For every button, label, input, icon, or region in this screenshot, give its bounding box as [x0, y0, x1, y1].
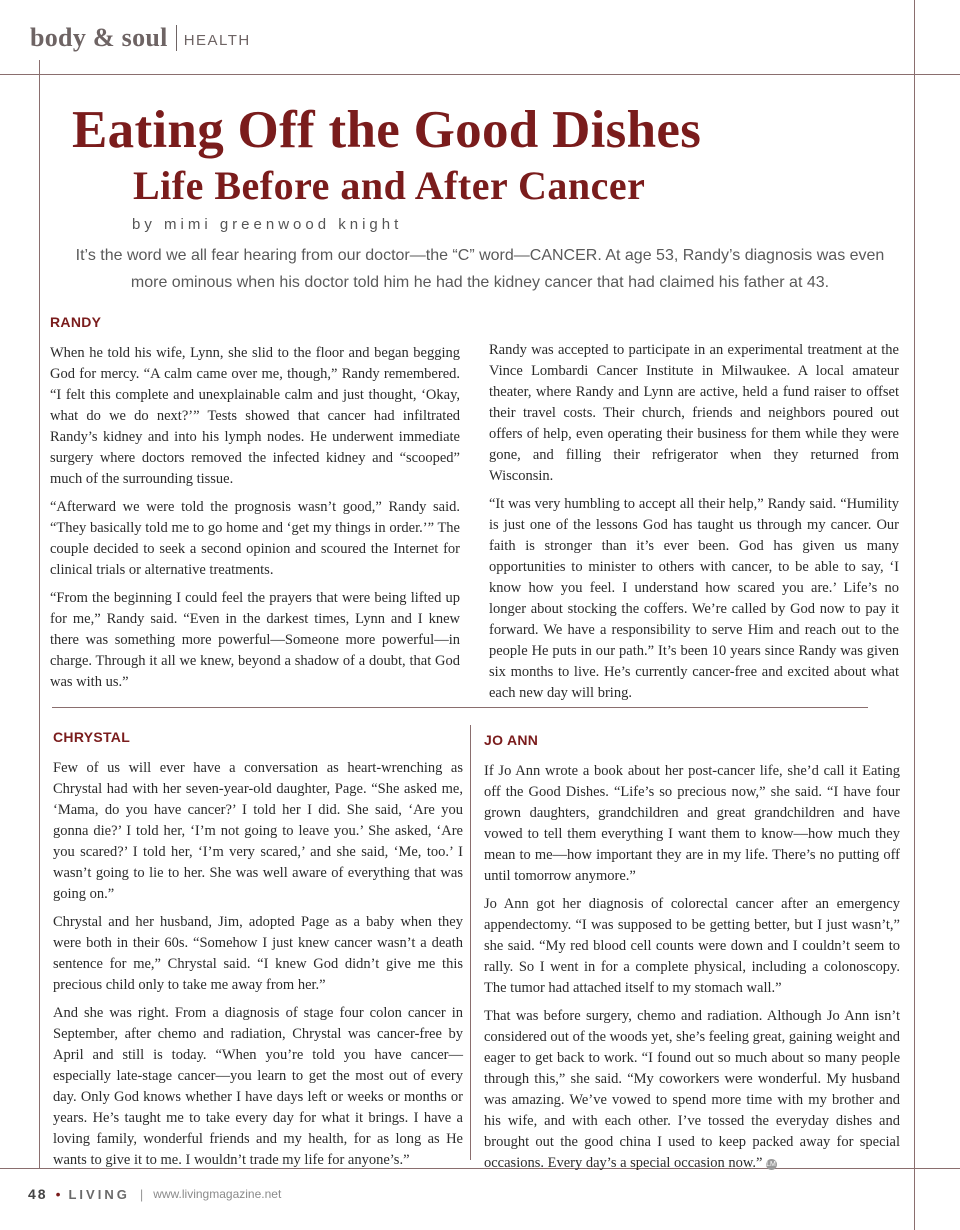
section-header [30, 22, 251, 54]
magazine-name: LIVING [68, 1186, 130, 1202]
randy-paragraph: “It was very humbling to accept all their help,” Randy said. “Humility is just one of the lessons God has taught us through my cancer. Our faith is stronger than it’s ever been. God has given us many opportunities to minister to others with cancer, to be able to say, ‘I know how you feel. I understand how scared you are.’ Life’s no longer about stocking the coffers. We’re called by God now to pay it forward. We have a responsibility to serve Him and reach out to the people He puts in our path.” It’s been 10 years since Randy was given six months to live. He’s currently cancer-free and excited about what each new day will bring. [489, 496, 899, 701]
randy-paragraph: When he told his wife, Lynn, she slid to the floor and began begging God for mercy. “A calm came over me, though,” Randy remembered. “I felt this complete and unexplainable calm and just thought, ‘Okay, what do we do next?’” Tests showed that cancer had infiltrated Randy’s kidney and into his lymph nodes. He underwent immediate surgery where doctors removed the infected kidney and “scooped” much of the surrounding tissue. [50, 345, 460, 487]
article-byline: by mimi greenwood knight [132, 216, 403, 233]
article-subtitle: Life Before and After Cancer [133, 163, 646, 208]
joann-paragraph: If Jo Ann wrote a book about her post-cancer life, she’d call it Eating off the Good Dishes. “Life’s so precious now,” she said. “I have four grown daughters, grandchildren and great grandchildren and have vowed to tell them everything I want them to know—how much they mean to me—how important they are in my life. There’s no putting off until tomorrow anymore.” [484, 763, 900, 884]
chrystal-paragraph: And she was right. From a diagnosis of stage four colon cancer in September, after chemo and radiation, Chrystal was cancer-free by April and still is today. “When you’re told you have cancer—especially late-stage cancer—you learn to get the most out of every day. Only God knows whether I have days left or weeks or months or years. He’s taught me to take every day for what it brings. I have a loving family, wonderful friends and my health, for as long as He wants to give it to me. I wouldn’t trade my life for anyone’s.” [53, 1005, 463, 1168]
footer-separator: | [139, 1186, 144, 1202]
joann-column [484, 730, 900, 1181]
section-heading-chrystal: CHRYSTAL [53, 729, 131, 745]
page-footer [28, 1186, 281, 1202]
randy-paragraph: “Afterward we were told the prognosis wasn’t good,” Randy said. “They basically told me to go home and ‘get my things in order.’” The couple decided to seek a second opinion and scoured the Internet for clinical trials or alternative treatments. [50, 499, 460, 578]
end-mark-icon: LM [766, 1161, 776, 1168]
right-frame-rule [914, 0, 915, 1230]
left-frame-rule [39, 60, 40, 1168]
page-number: 48 [28, 1186, 48, 1202]
article-intro: It’s the word we all fear hearing from our doctor—the “C” word—CANCER. At age 53, Randy’s diagnosis was even more ominous when his doctor told him he had the kidney cancer that had claimed his father at 43. [75, 247, 885, 291]
section-divider-rule [52, 707, 868, 708]
section-heading-joann: JO ANN [484, 732, 539, 748]
randy-paragraph: “From the beginning I could feel the prayers that were being lifted up for me,” Randy said. “Even in the darkest times, Lynn and I knew there was something more powerful—Someone more powerful—in charge. Through it all we knew, beyond a shadow of a doubt, that God was with us.” [50, 590, 460, 690]
joann-closing-text: That was before surgery, chemo and radiation. Although Jo Ann isn’t considered out of the woods yet, she’s feeling great, gaining weight and eager to get back to work. “I found out so much about so many people through this,” she said. “My coworkers were wonderful. My husband was amazing. We’ve vowed to spend more time with my brother and his wife, and with each other. I’ve tossed the everyday dishes and brought out the good china I used to keep packed away for special occasions. Every day’s a special occasion now.” [484, 1008, 900, 1171]
randy-paragraph: Randy was accepted to participate in an experimental treatment at the Vince Lombardi Cancer Institute in Milwaukee. A local amateur theater, where Randy and Lynn are active, held a fund raiser to offset their travel costs. Their church, friends and neighbors poured out offers of help, even operating their business for them while they were gone, and filling their refrigerator when they returned from Wisconsin. [489, 342, 899, 484]
randy-column [50, 312, 460, 700]
section-subtitle: HEALTH [183, 32, 251, 49]
section-heading-randy: RANDY [50, 314, 102, 330]
chrystal-column [53, 727, 463, 1178]
column-divider-rule [470, 725, 471, 1160]
chrystal-paragraph: Few of us will ever have a conversation as heart-wrenching as Chrystal had with her seven-year-old daughter, Page. “She asked me, ‘Mama, do you have cancer?’ I told her I did. She said, ‘Are you gonna die?’ I told her, ‘I’m not going to leave you.’ She asked, ‘Are you scared?’ I told her, ‘I’m very scared,’ and she said, ‘Me, too.’ I wasn’t going to lie to her. She was well aware of everything that was going on.” [53, 760, 463, 902]
randy-continued-column [489, 340, 899, 711]
website-link[interactable]: www.livingmagazine.net [153, 1187, 282, 1201]
footer-bullet: • [55, 1186, 61, 1202]
joann-paragraph: Jo Ann got her diagnosis of colorectal cancer after an emergency appendectomy. “I was supposed to be getting better, but I just wasn’t,” she said. “My red blood cell counts were down and I couldn’t seem to rally. So I went in for a complete physical, including a colonoscopy. The tumor had attached itself to my stomach wall.” [484, 896, 900, 996]
section-divider [176, 25, 177, 51]
section-name: body & soul [30, 23, 168, 52]
header-rule [0, 74, 960, 75]
chrystal-paragraph: Chrystal and her husband, Jim, adopted Page as a baby when they were both in their 60s. “Somehow I just knew cancer wasn’t a death sentence for me,” Chrystal said. “I knew God didn’t give me this precious child only to take me away from her.” [53, 914, 463, 993]
joann-paragraph [484, 1006, 900, 1174]
article-title: Eating Off the Good Dishes [72, 101, 702, 159]
